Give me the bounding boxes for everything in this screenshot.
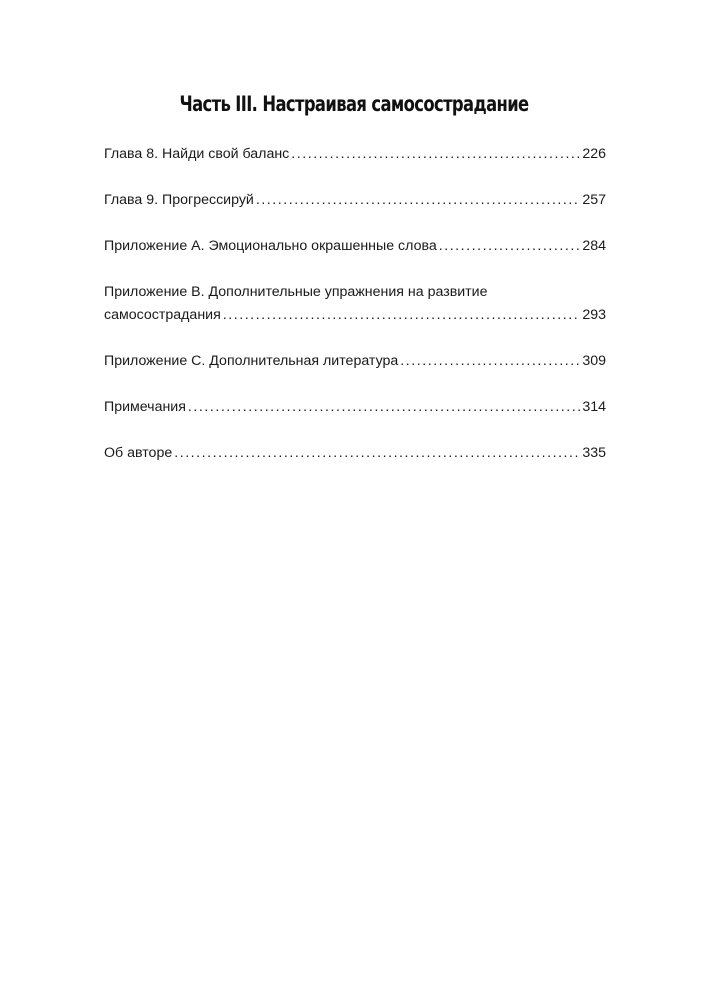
toc-entry-page: 226	[582, 146, 606, 162]
dot-leader	[439, 237, 581, 255]
dot-leader	[291, 145, 580, 163]
toc-entry-title: Приложение А. Эмоционально окрашенные слова	[104, 238, 437, 254]
toc-entry-about-author[interactable]	[104, 444, 606, 462]
toc-entry-page: 293	[582, 307, 606, 323]
toc-entry-appendix-c[interactable]	[104, 352, 606, 370]
dot-leader	[174, 444, 580, 462]
dot-leader	[400, 352, 580, 370]
toc-entry-chapter-9[interactable]	[104, 191, 606, 209]
dot-leader	[223, 306, 581, 324]
toc-entry-appendix-b[interactable]	[104, 283, 606, 324]
toc-entry-title: Примечания	[104, 399, 186, 415]
table-of-contents	[104, 145, 606, 490]
toc-entry-title: Приложение С. Дополнительная литература	[104, 353, 399, 369]
dot-leader	[188, 398, 580, 416]
toc-entry-page: 309	[582, 353, 606, 369]
toc-entry-title: самосострадания	[104, 307, 221, 323]
toc-entry-page: 314	[582, 399, 606, 415]
toc-entry-title-line1: Приложение В. Дополнительные упражнения на развитие	[104, 284, 488, 300]
dot-leader	[256, 191, 580, 209]
toc-entry-page: 335	[582, 445, 606, 461]
toc-entry-title: Об авторе	[104, 445, 173, 461]
toc-entry-chapter-8[interactable]	[104, 145, 606, 163]
toc-entry-page: 257	[582, 192, 606, 208]
part-title: Часть III. Настраивая самосострадание	[179, 92, 529, 116]
toc-entry-notes[interactable]	[104, 398, 606, 416]
toc-entry-page: 284	[582, 238, 606, 254]
toc-entry-appendix-a[interactable]	[104, 237, 606, 255]
toc-entry-title: Глава 8. Найди свой баланс	[104, 146, 290, 162]
toc-entry-title: Глава 9. Прогрессируй	[104, 192, 254, 208]
